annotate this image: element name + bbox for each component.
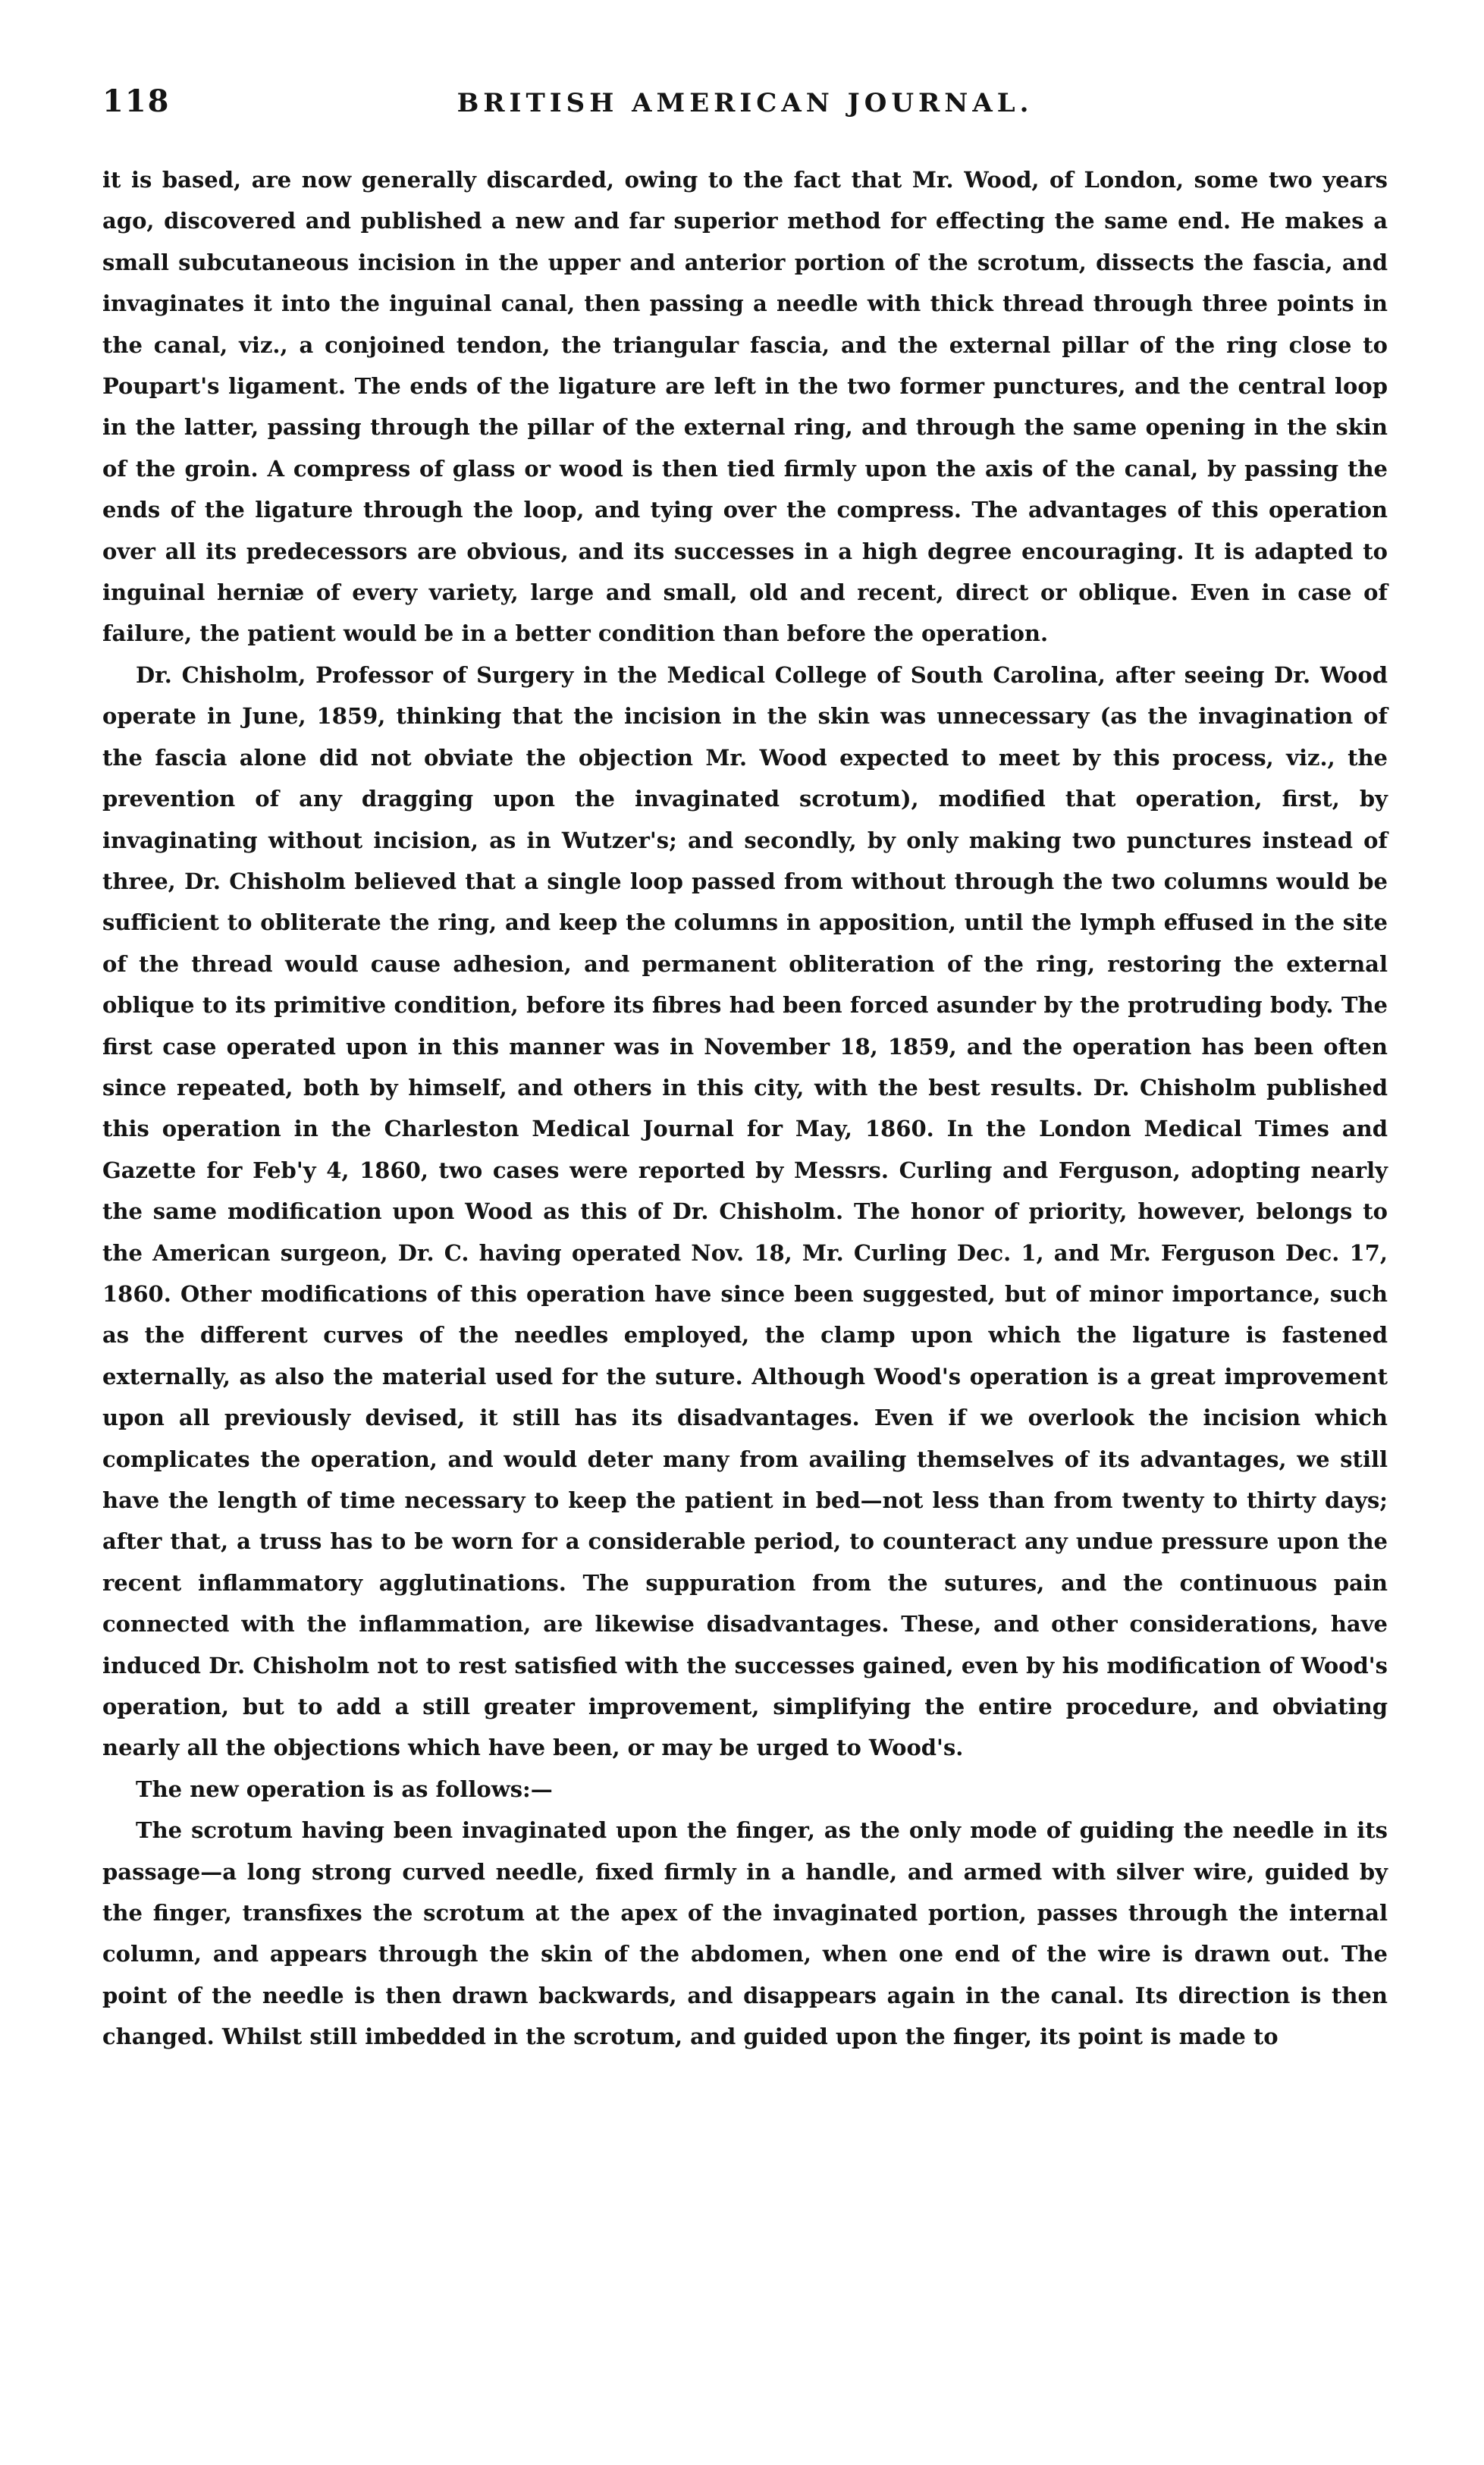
- paragraph: Dr. Chisholm, Professor of Surgery in the Medical College of South Carolina, after seeing Dr. Wood operate in June, 1859, thinking that the incision in the skin was unnecessary (as the invagination of the fascia alone did not obviate the objection Mr. Wood expected to meet by this process, viz., the prevention of any dragging upon the invaginated scrotum), modified that operation, first, by invaginating without incision, as in Wutzer's; and secondly, by only making two punctures instead of three, Dr. Chisholm believed that a single loop passed from without through the two columns would be sufficient to obliterate the ring, and keep the columns in apposition, until the lymph effused in the site of the thread would cause adhesion, and permanent obliteration of the ring, restoring the external oblique to its primitive condition, before its fibres had been forced asunder by the protruding body. The first case operated upon in this manner was in November 18, 1859, and the operation has been often since repeated, both by himself, and others in this city, with the best results. Dr. Chisholm published this operation in the Charleston Medical Journal for May, 1860. In the London Medical Times and Gazette for Feb'y 4, 1860, two cases were reported by Messrs. Curling and Ferguson, adopting nearly the same modification upon Wood as this of Dr. Chisholm. The honor of priority, however, belongs to the American surgeon, Dr. C. having operated Nov. 18, Mr. Curling Dec. 1, and Mr. Ferguson Dec. 17, 1860. Other modifications of this operation have since been suggested, but of minor importance, such as the different curves of the needles employed, the clamp upon which the ligature is fastened externally, as also the material used for the suture. Although Wood's operation is a great improvement upon all previously devised, it still has its disadvantages. Even if we overlook the incision which complicates the operation, and would deter many from availing themselves of its advantages, we still have the length of time necessary to keep the patient in bed—not less than from twenty to thirty days; after that, a truss has to be worn for a considerable period, to counteract any undue pressure upon the recent inflammatory agglutinations. The suppuration from the sutures, and the continuous pain connected with the inflammation, are likewise disadvantages. These, and other considerations, have induced Dr. Chisholm not to rest satisfied with the successes gained, even by his modification of Wood's operation, but to add a still greater improvement, simplifying the entire procedure, and obviating nearly all the objections which have been, or may be urged to Wood's.: [102, 661, 1388, 1761]
- page-header: [102, 83, 1388, 130]
- paragraph: The new operation is as follows:—: [136, 1776, 553, 1802]
- paragraph: The scrotum having been invaginated upon the finger, as the only mode of guiding the needle in its passage—a long strong curved needle, fixed firmly in a handle, and armed with silver wire, guided by the finger, transfixes the scrotum at the apex of the invaginated portion, passes through the internal column, and appears through the skin of the abdomen, when one end of the wire is drawn out. The point of the needle is then drawn backwards, and disappears again in the canal. Its direction is then changed. Whilst still imbedded in the scrotum, and guided upon the finger, its point is made to: [102, 1817, 1388, 2050]
- paragraph: it is based, are now generally discarded, owing to the fact that Mr. Wood, of London, some two years ago, discovered and published a new and far superior method for effecting the same end. He makes a small subcutaneous incision in the upper and anterior portion of the scrotum, dissects the fascia, and invaginates it into the inguinal canal, then passing a needle with thick thread through three points in the canal, viz., a conjoined tendon, the triangular fascia, and the external pillar of the ring close to Poupart's ligament. The ends of the ligature are left in the two former punctures, and the central loop in the latter, passing through the pillar of the external ring, and through the same opening in the skin of the groin. A compress of glass or wood is then tied firmly upon the axis of the canal, by passing the ends of the ligature through the loop, and tying over the compress. The advantages of this operation over all its predecessors are obvious, and its successes in a high degree encouraging. It is adapted to inguinal herniæ of every variety, large and small, old and recent, direct or oblique. Even in case of failure, the patient would be in a better condition than before the operation.: [102, 167, 1388, 647]
- page-number: 118: [102, 83, 171, 119]
- article-body: [102, 159, 1388, 2058]
- running-title: BRITISH AMERICAN JOURNAL.: [456, 88, 1034, 118]
- page: [102, 83, 1388, 2058]
